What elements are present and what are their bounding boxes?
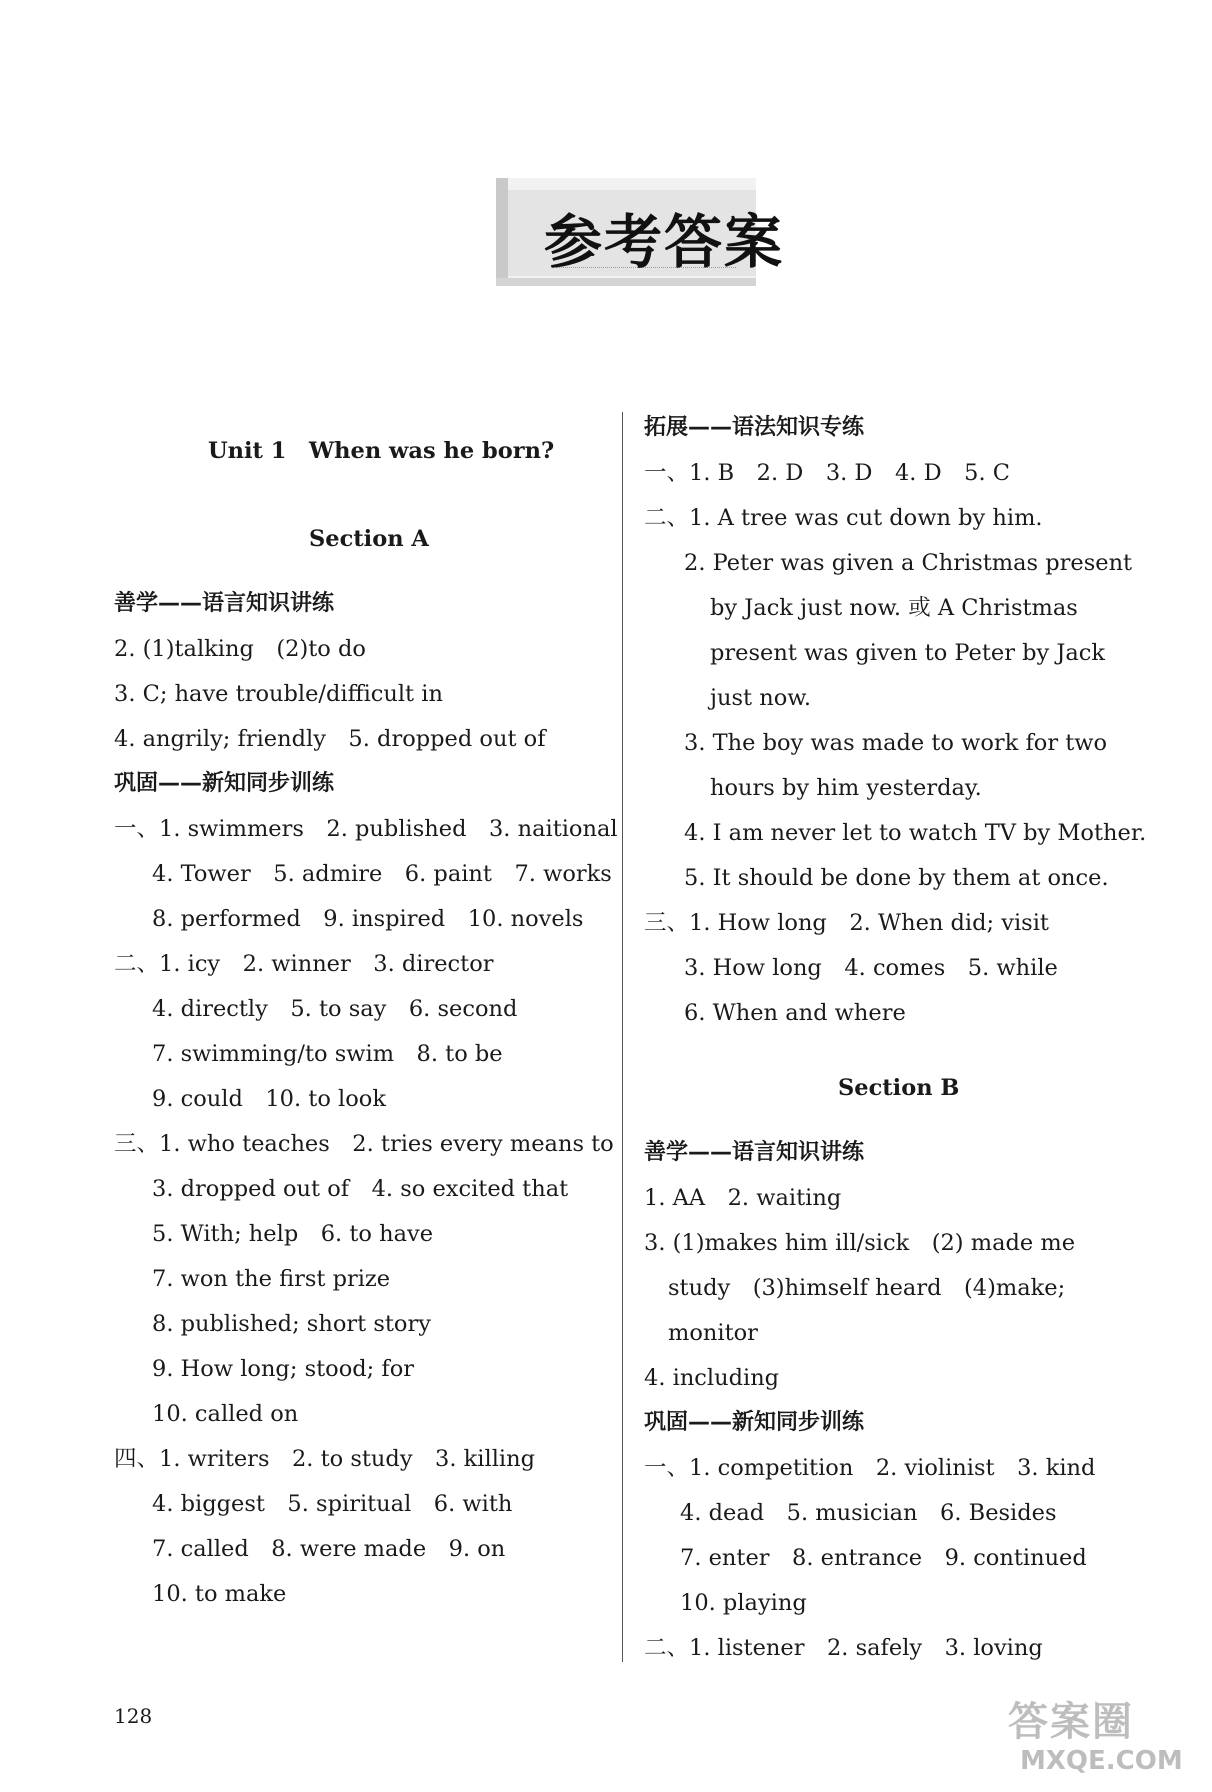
answer-line: 10. playing [680,1590,807,1616]
answer-line: 3. C; have trouble/difficult in [114,681,443,707]
section-b-heading: Section B [838,1075,960,1101]
answer-line: 4. directly 5. to say 6. second [152,996,518,1022]
answer-line: 2. Peter was given a Christmas present [684,550,1133,576]
watermark-text: 答案圈 [1008,1699,1134,1745]
answer-line: 二、1. A tree was cut down by him. [644,505,1043,531]
watermark-url: MXQE.COM [1020,1746,1183,1776]
answer-line: 4. biggest 5. spiritual 6. with [152,1491,513,1517]
answer-line: 2. (1)talking (2)to do [114,636,366,662]
answer-line: 9. How long; stood; for [152,1356,415,1382]
answer-line: study (3)himself heard (4)make; [668,1275,1066,1301]
answer-line: 四、1. writers 2. to study 3. killing [114,1446,535,1472]
answer-line: hours by him yesterday. [710,775,982,801]
answer-line: 7. swimming/to swim 8. to be [152,1041,503,1067]
answer-line: 一、1. competition 2. violinist 3. kind [644,1455,1096,1481]
answer-line: 3. dropped out of 4. so excited that [152,1176,569,1202]
answer-line: monitor [668,1320,758,1346]
answer-line: 一、1. B 2. D 3. D 4. D 5. C [644,460,1010,486]
answer-line: 三、1. who teaches 2. tries every means to [114,1131,614,1157]
answer-line: 二、1. listener 2. safely 3. loving [644,1635,1043,1661]
answer-line: 3. The boy was made to work for two [684,730,1108,756]
answer-line: 8. performed 9. inspired 10. novels [152,906,584,932]
title-banner-bottom [496,278,756,286]
answer-line: 3. How long 4. comes 5. while [684,955,1058,981]
answer-line: 6. When and where [684,1000,906,1026]
answer-line: 二、1. icy 2. winner 3. director [114,951,494,977]
answer-line: 5. It should be done by them at once. [684,865,1109,891]
answer-line: 5. With; help 6. to have [152,1221,434,1247]
answer-line: 8. published; short story [152,1311,431,1337]
answer-line: 10. to make [152,1581,287,1607]
answer-line: 4. angrily; friendly 5. dropped out of [114,726,546,752]
answer-line: 三、1. How long 2. When did; visit [644,910,1049,936]
answer-line: 一、1. swimmers 2. published 3. naitional [114,816,618,842]
answer-line: present was given to Peter by Jack [710,640,1106,666]
answer-line: 7. called 8. were made 9. on [152,1536,506,1562]
answer-line: 1. AA 2. waiting [644,1185,842,1211]
answer-line: 3. (1)makes him ill/sick (2) made me [644,1230,1076,1256]
answer-line: 10. called on [152,1401,299,1427]
section-a-heading: Section A [309,526,429,552]
subheading: 拓展——语法知识专练 [644,415,865,440]
answer-line: 7. won the first prize [152,1266,391,1292]
title-banner-bar [496,178,508,286]
answer-line: 4. I am never let to watch TV by Mother. [684,820,1147,846]
page-title: 参考答案 [544,208,785,276]
answer-line: 4. Tower 5. admire 6. paint 7. works [152,861,612,887]
answer-line: 4. dead 5. musician 6. Besides [680,1500,1057,1526]
answer-line: just now. [710,685,811,711]
page-number: 128 [114,1704,153,1728]
subheading: 巩固——新知同步训练 [114,771,335,796]
answer-line: 4. including [644,1365,780,1391]
column-divider [622,412,623,1662]
answer-line: 9. could 10. to look [152,1086,386,1112]
unit-title: Unit 1 When was he born? [208,438,555,464]
subheading: 善学——语言知识讲练 [644,1140,865,1165]
answer-line: by Jack just now. 或 A Christmas [710,595,1078,621]
watermark-logo [1000,1690,1200,1786]
subheading: 巩固——新知同步训练 [644,1410,865,1435]
subheading: 善学——语言知识讲练 [114,591,335,616]
answer-line: 7. enter 8. entrance 9. continued [680,1545,1087,1571]
